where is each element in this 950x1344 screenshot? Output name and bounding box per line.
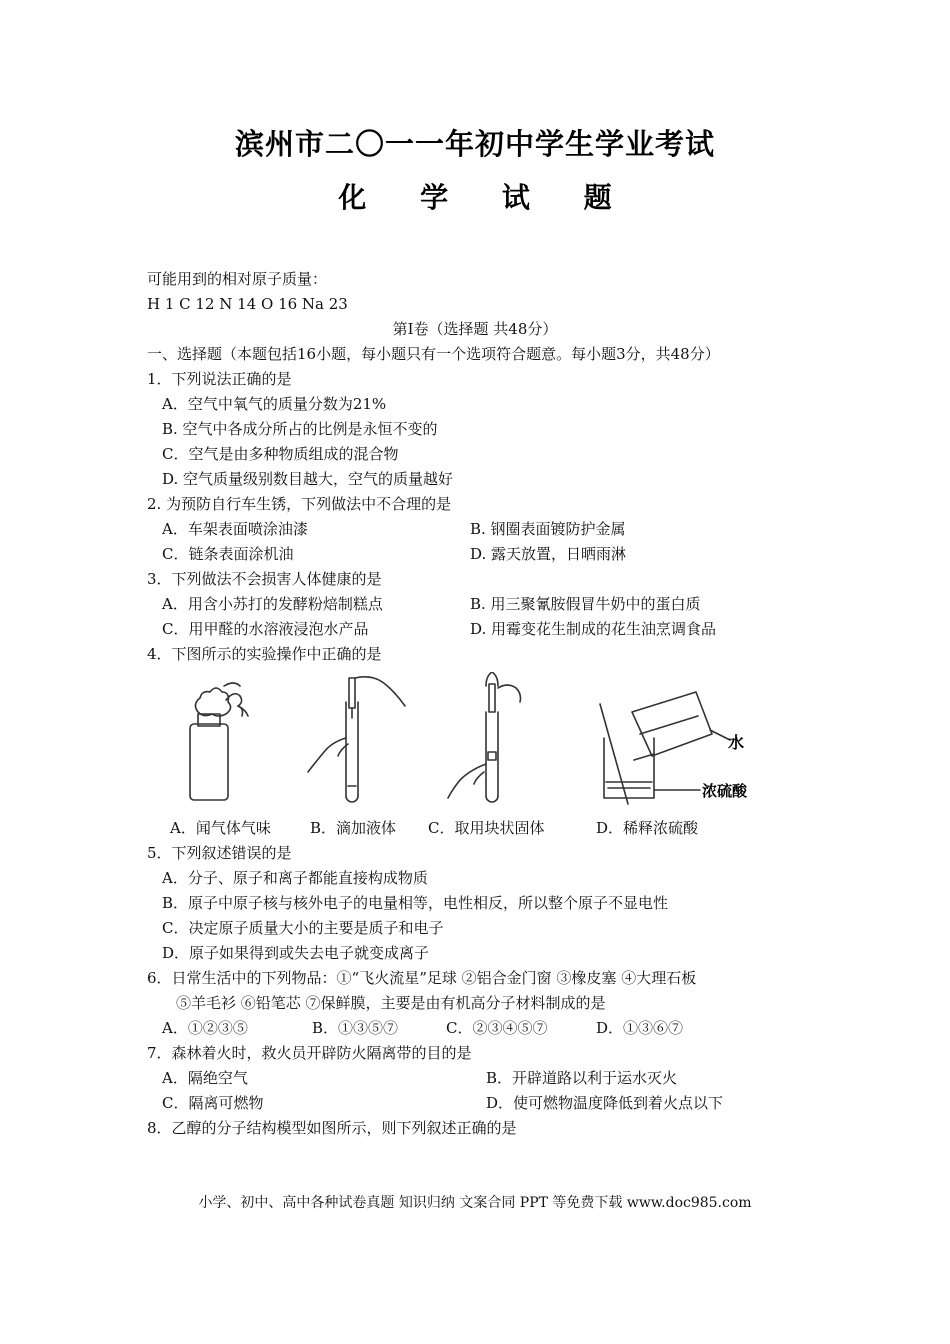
q1-option-d: D. 空气质量级别数目越大，空气的质量越好 xyxy=(162,470,454,488)
q3-stem: 3．下列做法不会损害人体健康的是 xyxy=(147,570,382,588)
q6-stem: 6．日常生活中的下列物品：①“飞火流星”足球 ②铝合金门窗 ③橡皮塞 ④大理石板 xyxy=(147,969,697,987)
section-instructions: 一、选择题（本题包括16小题，每小题只有一个选项符合题意。每小题3分，共48分） xyxy=(147,345,720,363)
q4-option-d: D．稀释浓硫酸 xyxy=(596,819,699,837)
figure-b-test-tube xyxy=(308,677,405,802)
q3-option-c: C．用甲醛的水溶液浸泡水产品 xyxy=(162,620,369,638)
q7-option-c: C．隔离可燃物 xyxy=(162,1094,264,1112)
section-heading: 第Ⅰ卷（选择题 共48分） xyxy=(392,320,558,338)
q6-stem-continued: ⑤羊毛衫 ⑥铅笔芯 ⑦保鲜膜，主要是由有机高分子材料制成的是 xyxy=(176,994,606,1012)
label-acid: 浓硫酸 xyxy=(702,782,748,800)
q6-option-c: C．②③④⑤⑦ xyxy=(446,1019,548,1037)
q1-option-c: C．空气是由多种物质组成的混合物 xyxy=(162,445,399,463)
page-footer: 小学、初中、高中各种试卷真题 知识归纳 文案合同 PPT 等免费下载 www.doc985.com xyxy=(198,1195,752,1211)
q5-option-d: D．原子如果得到或失去电子就变成离子 xyxy=(162,944,430,962)
q1-stem: 1．下列说法正确的是 xyxy=(147,370,292,388)
q2-option-d: D. 露天放置，日晒雨淋 xyxy=(470,545,627,563)
q3-option-b: B. 用三聚氰胺假冒牛奶中的蛋白质 xyxy=(470,595,701,613)
q7-option-a: A．隔绝空气 xyxy=(162,1069,248,1087)
q2-option-b: B. 钢圈表面镀防护金属 xyxy=(470,520,626,538)
exam-subtitle: 化 学 试 题 xyxy=(338,181,634,214)
exam-title: 滨州市二〇一一年初中学生学业考试 xyxy=(234,127,715,161)
q5-option-b: B．原子中原子核与核外电子的电量相等，电性相反，所以整个原子不显电性 xyxy=(162,894,669,912)
q7-option-b: B．开辟道路以利于运水灭火 xyxy=(486,1069,678,1087)
q4-option-a: A．闻气体气味 xyxy=(170,819,271,837)
q2-option-a: A．车架表面喷涂油漆 xyxy=(162,520,308,538)
q2-option-c: C．链条表面涂机油 xyxy=(162,545,294,563)
figure-a-bottle xyxy=(190,683,248,800)
q1-option-b: B. 空气中各成分所占的比例是永恒不变的 xyxy=(162,420,438,438)
q3-option-a: A．用含小苏打的发酵粉焙制糕点 xyxy=(162,595,383,613)
q5-option-c: C．决定原子质量大小的主要是质子和电子 xyxy=(162,919,444,937)
figure-c-test-tube xyxy=(448,672,521,802)
q5-stem: 5．下列叙述错误的是 xyxy=(147,844,292,862)
q7-stem: 7．森林着火时，救火员开辟防火隔离带的目的是 xyxy=(147,1044,472,1062)
atomic-mass-label: 可能用到的相对原子质量： xyxy=(147,270,328,288)
q6-option-a: A．①②③⑤ xyxy=(162,1019,248,1037)
q6-option-d: D．①③⑥⑦ xyxy=(596,1019,684,1037)
q4-lab-figures xyxy=(180,672,780,812)
q5-option-a: A．分子、原子和离子都能直接构成物质 xyxy=(162,869,428,887)
q4-stem: 4．下图所示的实验操作中正确的是 xyxy=(147,645,382,663)
q3-option-d: D. 用霉变花生制成的花生油烹调食品 xyxy=(470,620,717,638)
q8-stem: 8．乙醇的分子结构模型如图所示，则下列叙述正确的是 xyxy=(147,1119,517,1137)
atomic-mass-values: H 1 C 12 N 14 O 16 Na 23 xyxy=(147,295,348,313)
q6-option-b: B．①③⑤⑦ xyxy=(312,1019,399,1037)
q1-option-a: A．空气中氧气的质量分数为21% xyxy=(162,395,387,413)
q4-option-b: B．滴加液体 xyxy=(310,819,397,837)
q2-stem: 2. 为预防自行车生锈，下列做法中不合理的是 xyxy=(147,495,452,513)
q7-option-d: D．使可燃物温度降低到着火点以下 xyxy=(486,1094,724,1112)
q4-option-c: C．取用块状固体 xyxy=(428,819,545,837)
label-water: 水 xyxy=(728,733,745,752)
